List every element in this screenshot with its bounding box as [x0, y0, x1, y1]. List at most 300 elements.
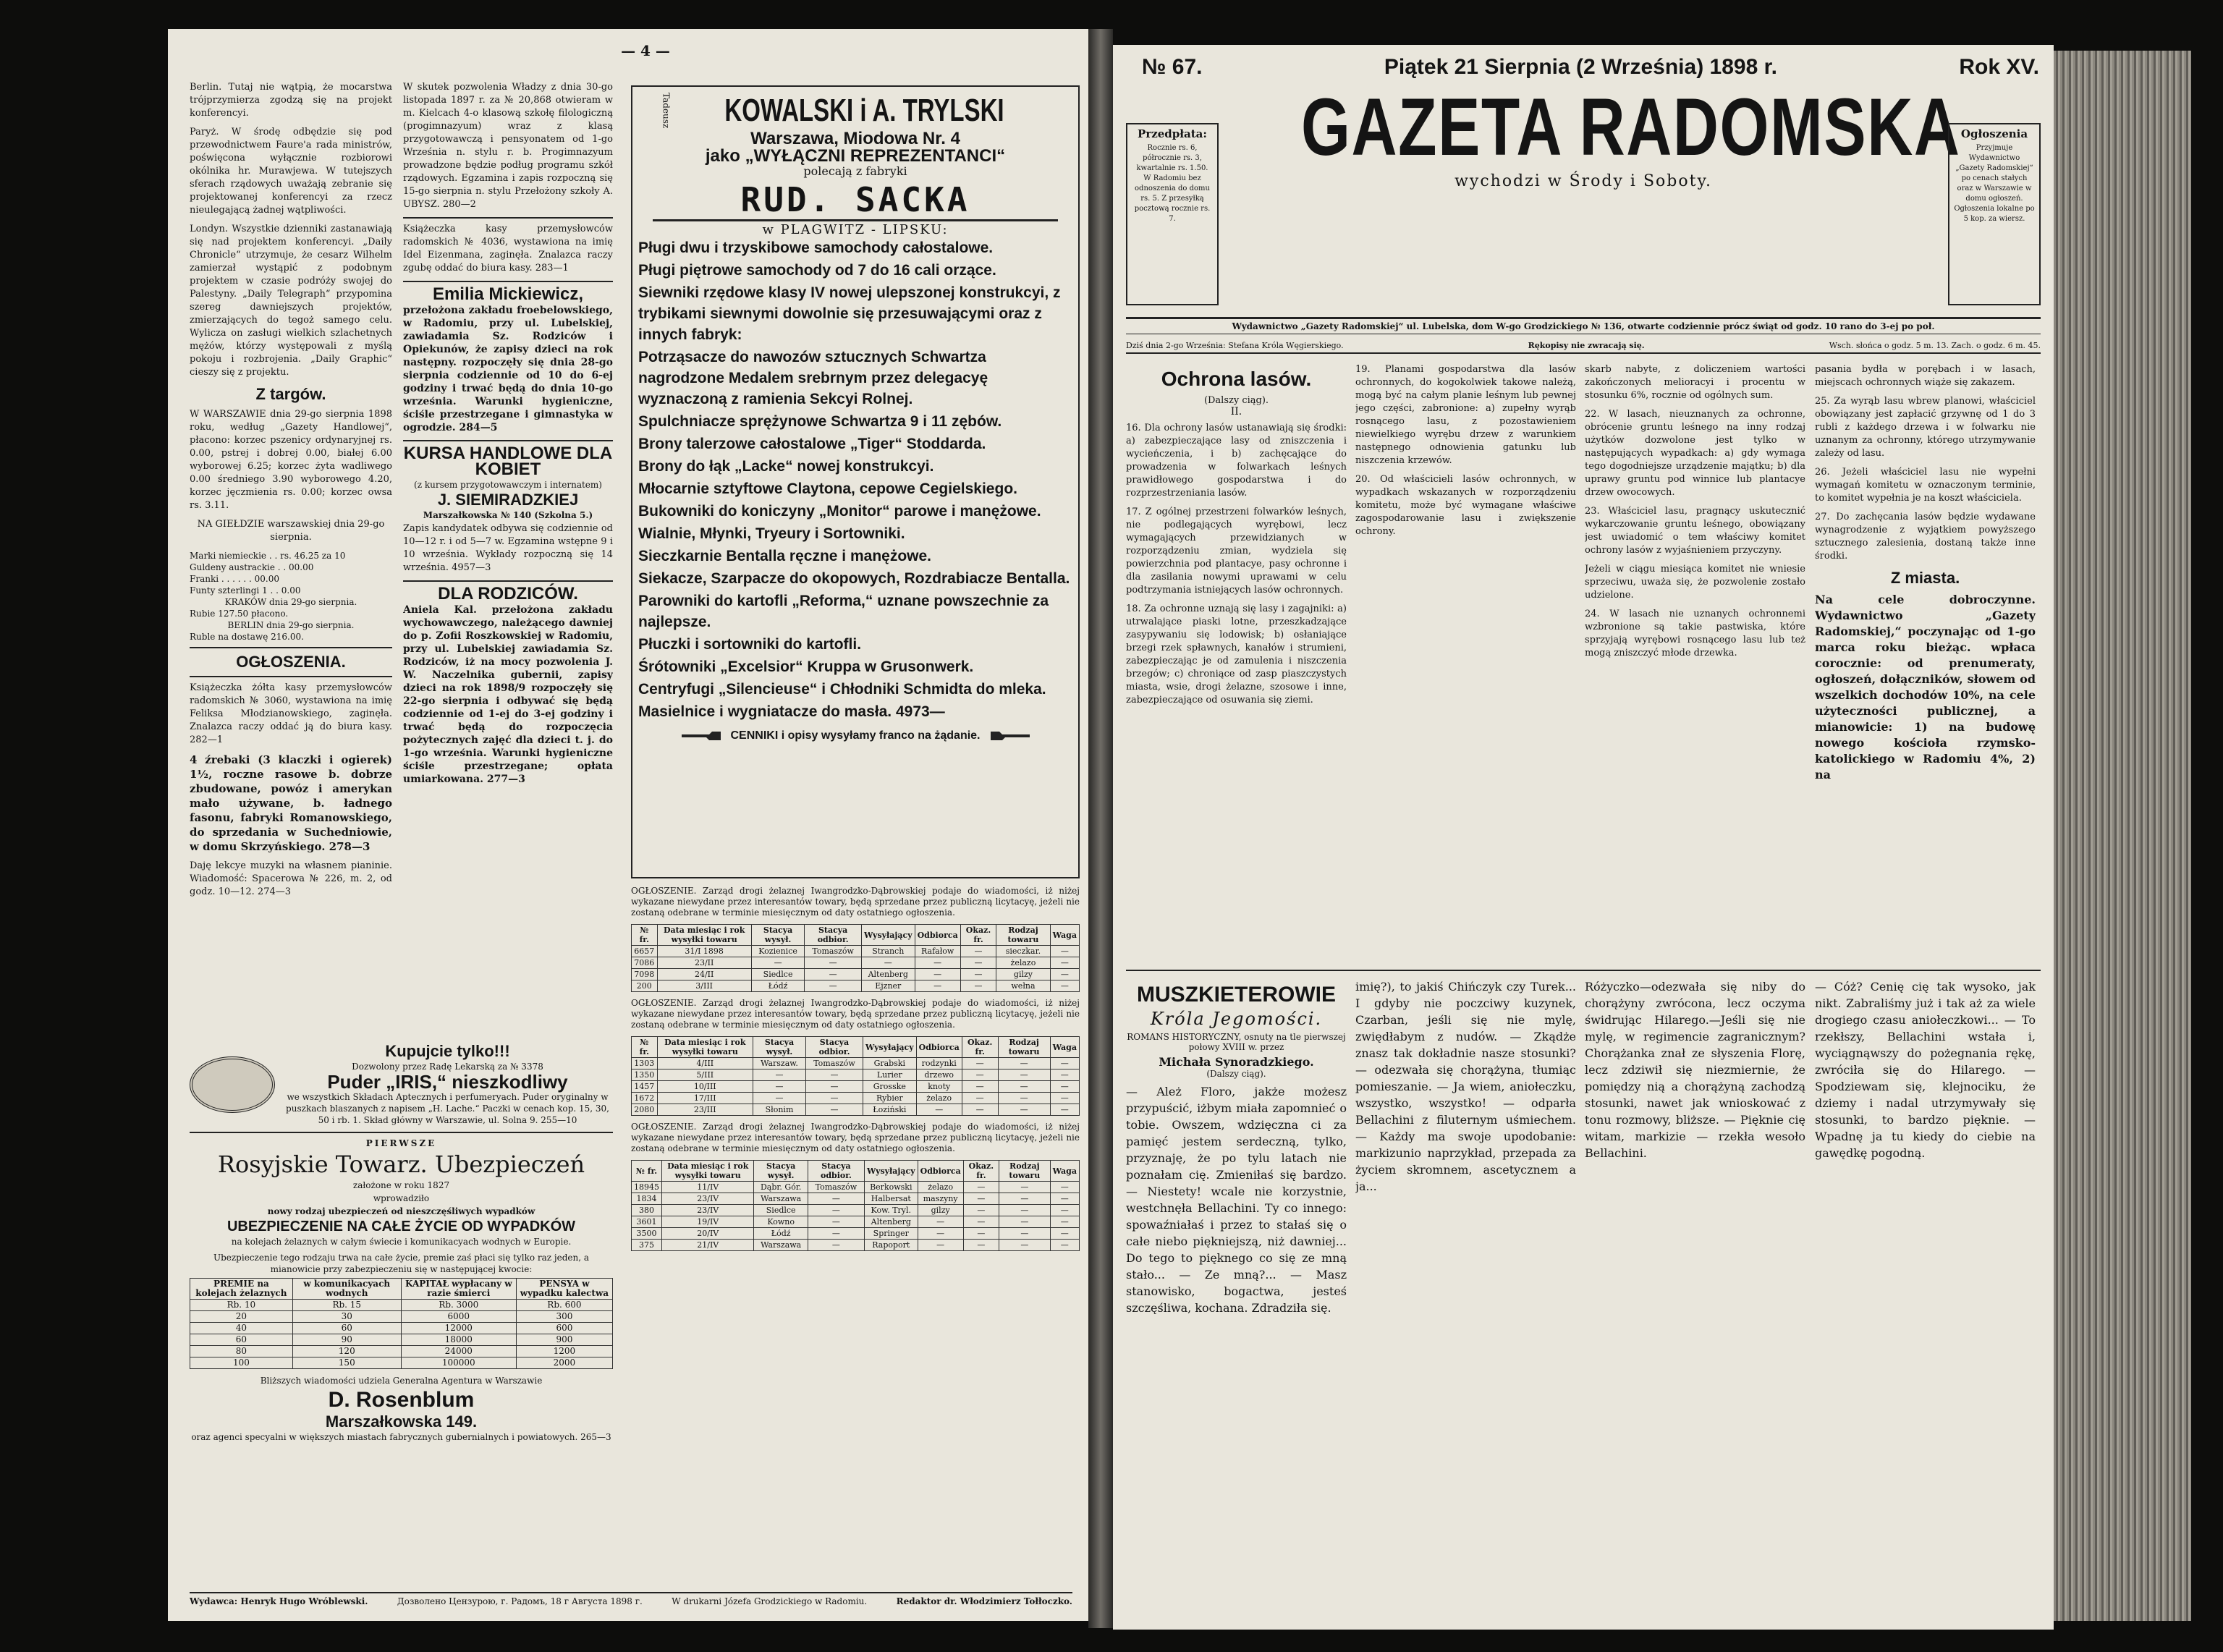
table-row — [190, 1334, 613, 1346]
cell: knoty — [916, 1081, 962, 1093]
cell: Berkowski — [864, 1182, 918, 1193]
table-header: Data miesiąc i rok wysyłki towaru — [657, 925, 751, 946]
cell: — — [1050, 980, 1079, 992]
table-header: Waga — [1050, 1037, 1079, 1058]
iris-permit: Dozwolony przez Radę Lekarską za № 3378 — [352, 1062, 543, 1072]
cell: Warszawa — [754, 1193, 808, 1205]
cell: — — [751, 957, 805, 969]
ad-brand: RUD. SACKA — [653, 180, 1058, 221]
cell: 18945 — [632, 1182, 662, 1193]
serial-col-3 — [1585, 978, 1805, 1615]
left-col-news — [190, 81, 392, 971]
table-row — [632, 969, 1080, 980]
cell: — — [805, 1081, 863, 1093]
article-paragraph: 19. Planami gospodarstwa dla lasów ochronnych, do kogokolwiek takowe należą, mogą być na całym planie leśnym lub pewnej jego części, zabronione: a) zupełny wyrąb rosnącego lasu, z pozostawieniem niewielkiego wyrębu drzew z warunkiem następnego odnowienia gatunku lub niszczenia krzewów. — [1355, 364, 1576, 466]
insurance-pre: PIERWSZE — [365, 1138, 437, 1148]
cell: 3/III — [657, 980, 751, 992]
cell: — — [963, 1240, 999, 1251]
rail-notice-3: OGŁOSZENIE. Zarząd drogi żelaznej Iwangrodzko-Dąbrowskiej podaje do wiadomości, iż niżej wykazane niewydane przez interesantów towary, będą sprzedane przez publiczną licytacyę, jeżeli nie zostaną odebrane w terminie miesięcznym od daty ostatniego ogłoszenia. — [631, 1122, 1080, 1153]
cell: — — [808, 1193, 864, 1205]
cell: Łódź — [751, 980, 805, 992]
table-header: Okaz. fr. — [960, 925, 996, 946]
table-header: Stacya odbior. — [805, 925, 862, 946]
article-col-2 — [1355, 363, 1576, 964]
cell: — — [915, 969, 960, 980]
cell: — — [1050, 1081, 1079, 1093]
cell: rodzynki — [916, 1058, 962, 1069]
cell: Tomaszów — [808, 1182, 864, 1193]
cell: Łoziński — [863, 1104, 917, 1116]
cell: Altenberg — [861, 969, 915, 980]
table-row — [632, 1228, 1080, 1240]
cell: 600 — [516, 1323, 612, 1334]
article-paragraph: 16. Dla ochrony lasów ustanawiają się środki: a) zabezpieczające lasy od zniszczenia i wycieńczenia, i b) zachęcające do prowadzenia w folwarkach leśnych prawidłowego gospodarstwa i do rozprzestrzeniania lasów. — [1126, 423, 1347, 499]
cell: Dąbr. Gór. — [754, 1182, 808, 1193]
cell: — — [753, 1081, 806, 1093]
news-berlin: Berlin. Tutaj nie wątpią, że mocarstwa trójprzymierza zgodzą się na projekt konferencyi. — [190, 82, 392, 119]
ad-address: Warszawa, Miodowa Nr. 4 — [750, 129, 960, 149]
table-header: Odbiorca — [916, 1037, 962, 1058]
exchange-line: Guldeny austrackie . . 00.00 — [190, 562, 314, 572]
market-text: W WARSZAWIE dnia 29-go sierpnia 1898 roku, według „Gazety Handlowej“, płacono: korzec pszenicy ordynaryjnej rs. 0.00, pstrej i dobrej 0.00, białej 6.00 wyborowej 6.25; korzec żyta wadliwego 0.00 średniego 3.90 wyborowego 4.20, korzec jęczmienia rs. 0.00; korzec owsa rs. 3.11. — [190, 409, 392, 511]
article-col-3 — [1585, 363, 1805, 964]
city-news-title: Z miasta. — [1890, 569, 1960, 587]
cell: — — [918, 1228, 963, 1240]
mickiewicz-text: przełożona zakładu froebelowskiego, w Radomiu, przy ul. Lubelskiej, zawiadamia Sz. Rodziców i Opiekunów, że zapisy dzieci na rok następny. rozpoczęły się dnia 28-go sierpnia codziennie od 10 do 6-ej godziny i trwać będą do dnia 10-go września. Warunki hygieniczne, ściśle przestrzegane i gimnastyka w ogrodzie. 284—5 — [403, 305, 613, 433]
cell: — — [805, 1069, 863, 1081]
newspaper-title: GAZETA RADOMSKA — [1301, 82, 1961, 172]
cell: Rb. 15 — [292, 1300, 401, 1311]
table-header: PREMIE na kolejach żelaznych — [190, 1279, 293, 1300]
table-row — [190, 1346, 613, 1357]
cell: 24/II — [657, 969, 751, 980]
subscription-box — [1126, 123, 1219, 305]
left-col-machinery — [631, 81, 1080, 1601]
table-header: Wysyłający — [864, 1161, 918, 1182]
cell: — — [1050, 946, 1079, 957]
right-page — [1113, 45, 2054, 1630]
ad-role: jako „WYŁĄCZNI REPREZENTANCI“ — [705, 146, 1006, 166]
news-london: Londyn. Wszystkie dzienniki zastanawiają się nad projektem konferencyi. „Daily Chronicle“ utrzymuje, że cesarz Wilhelm zamierzał wystąpić z podobnym projektem w czasie podróży swojej do Palestyny. „Daily Telegraph“ przypomina szereg dawniejszych projektów, zmierzających do tegoż samego celu. Wylicza on zasługi wielkich szlachetnych mężów, którzy występowali z myślą pokoju i rozbrojenia. „Daily Graphic“ cieszy się z projektu. — [190, 224, 392, 378]
cell: 2000 — [516, 1357, 612, 1369]
rail-table-2 — [631, 1036, 1080, 1116]
ads-heading: OGŁOSZENIA. — [236, 653, 346, 671]
iris-product: Puder „IRIS,“ nieszkodliwy — [327, 1071, 568, 1093]
insurance-headline: UBEZPIECZENIE NA CAŁE ŻYCIE OD WYPADKÓW — [226, 1219, 576, 1234]
machinery-ad — [631, 85, 1080, 878]
masthead — [1221, 82, 1961, 190]
cell: 90 — [292, 1334, 401, 1346]
table-header: Data miesiąc i rok wysyłki towaru — [662, 1161, 754, 1182]
ad-recommend: polecają z fabryki — [803, 164, 907, 179]
ad-music: Daję lekcye muzyki na własnem pianinie. Wiadomość: Spacerowa № 226, m. 2, od godz. 10—12. 274—3 — [190, 860, 392, 897]
table-row — [632, 1182, 1080, 1193]
advertising-box — [1948, 123, 2041, 305]
table-row — [632, 957, 1080, 969]
serial-subtitle: Króla Jegomości. — [1150, 1009, 1323, 1029]
exchange-line: Ruble na dostawę 216.00. — [190, 632, 304, 642]
table-header: Waga — [1050, 925, 1079, 946]
cell: — — [918, 1240, 963, 1251]
table-header: № fr. — [632, 1037, 658, 1058]
article-paragraph: 27. Do zachęcania lasów będzie wydawane wynagrodzenie z wyjątkiem powyższego sztucznego zalesienia, dostaną także inne środki. — [1815, 512, 2036, 562]
kursa-text: Zapis kandydatek odbywa się codziennie od 10—12 r. i od 5—7 w. Egzamina wstępne 9 i 10 września. Wykłady rozpoczną się 14 września. 4957—3 — [403, 523, 613, 573]
article-paragraph: 18. Za ochronne uznają się lasy i zagajniki: a) utrwalające piaski lotne, przeszkadzające zasypywaniu się lodowisk; b) osłaniające brzegi rzek spławnych, kanałów i strumieni, zabezpieczając je od zamulenia i niszczenia brzegów; c) chroniące od zasp piaszczystych miasta, wsie, drogi żelazne, szosowe i inne, zabezpieczające od osuwania się ziemi. — [1126, 603, 1347, 706]
powder-tin-icon — [190, 1056, 275, 1113]
publisher-line: Wydawnictwo „Gazety Radomskiej“ ul. Lubelska, dom W-go Grodzickiego № 136, otwarte codziennie prócz świąt od godz. 10 rano do 3-ej po poł. — [1232, 321, 1935, 331]
article-col-1 — [1126, 363, 1347, 964]
table-header: № fr. — [632, 1161, 662, 1182]
table-row — [632, 1240, 1080, 1251]
table-header: Odbiorca — [915, 925, 960, 946]
table-row — [632, 1093, 1080, 1104]
rail-notice-2: OGŁOSZENIE. Zarząd drogi żelaznej Iwangrodzko-Dąbrowskiej podaje do wiadomości, iż niżej wykazane niewydane przez interesantów towary, będą sprzedane przez publiczną licytacyę, jeżeli nie zostaną odebrane w terminie miesięcznym od daty ostatniego ogłoszenia. — [631, 998, 1080, 1030]
iris-ad — [190, 1042, 613, 1127]
cell: Grosske — [863, 1081, 917, 1093]
cell: Kowno — [754, 1216, 808, 1228]
cell: 19/IV — [662, 1216, 754, 1228]
product-item: Pługi dwu i trzyskibowe samochody całostalowe. — [638, 240, 994, 257]
insurance-agent: D. Rosenblum — [328, 1388, 475, 1412]
ad-city: w PLAGWITZ - LIPSKU: — [762, 222, 949, 238]
cell: 100 — [190, 1357, 293, 1369]
table-row — [632, 1205, 1080, 1216]
cell: Kozienice — [751, 946, 805, 957]
rail-notice-1: OGŁOSZENIE. Zarząd drogi żelaznej Iwangrodzko-Dąbrowskiej podaje do wiadomości, iż niżej wykazane niewydane przez interesantów towary, będą sprzedane przez publiczną licytacyę, jeżeli nie zostaną odebrane w terminie miesięcznym od daty ostatniego ogłoszenia. — [631, 886, 1080, 918]
table-header: Waga — [1050, 1161, 1079, 1182]
left-col-notices — [403, 81, 613, 971]
manuscripts-note: Rękopisy nie zwracają się. — [1528, 341, 1645, 350]
cell: — — [1050, 1193, 1079, 1205]
cell: 3601 — [632, 1216, 662, 1228]
cell: 900 — [516, 1334, 612, 1346]
ad-title: KOWALSKI i A. TRYLSKI — [724, 92, 1004, 128]
divider — [403, 281, 613, 282]
cell: — — [808, 1240, 864, 1251]
table-row — [632, 1193, 1080, 1205]
cell: Słonim — [753, 1104, 806, 1116]
cell: — — [963, 1228, 999, 1240]
product-item: Potrząsacze do nawozów sztucznych Schwartza nagrodzone Medalem srebrnym przez delegacyę wyznaczoną z ramienia Sekcyi Rolnej. — [638, 349, 988, 408]
info-bar — [1126, 339, 2041, 354]
table-header: № fr. — [632, 925, 658, 946]
article-paragraph: 25. Za wyrąb lasu wbrew planowi, właściciel obowiązany jest zapłacić grzywnę od 1 do 3 rubli z każdego drzewa i w folwarku nie uznanym za ochronny, którego utrzymywanie zależy od lasu. — [1815, 396, 2036, 459]
cell: 4/III — [657, 1058, 753, 1069]
divider — [403, 440, 613, 441]
footer-editor: Redaktor dr. Włodzimierz Tołłoczko. — [896, 1596, 1072, 1606]
product-item: Masielnice i wygniatacze do masła. 4973— — [638, 703, 945, 721]
exchange-line: Franki . . . . . . 00.00 — [190, 574, 279, 584]
table-row — [632, 1104, 1080, 1116]
footer-censor: Дозволено Цензурою, г. Радомъ, 18 г Августа 1898 г. — [397, 1596, 643, 1606]
cell: — — [999, 1205, 1051, 1216]
cell: — — [962, 1104, 998, 1116]
cell: 3500 — [632, 1228, 662, 1240]
cell: Warszaw. — [753, 1058, 806, 1069]
insurance-info: Bliższych wiadomości udziela Generalna Agentura w Warszawie — [260, 1376, 543, 1386]
cell: 30 — [292, 1311, 401, 1323]
mickiewicz-title: Emilia Mickiewicz, — [432, 284, 584, 304]
rail-table-1 — [631, 924, 1080, 992]
insurance-text2: na kolejach żelaznych w całym świecie i komunikacyach wodnych w Europie. — [231, 1237, 572, 1247]
product-item: Pługi piętrowe samochody od 7 do 16 cali orzące. — [638, 262, 996, 279]
left-col-insurance — [190, 1042, 613, 1606]
table-header: Stacya wysył. — [754, 1161, 808, 1182]
article-paragraph: 23. Właściciel lasu, pragnący uskutecznić wykarczowanie gruntu leśnego, obowiązany jest uwiadomić o tem właściwy komitet ochrony lasów z wyjaśnieniem przyczyny. — [1585, 506, 1805, 556]
article-paragraph: 26. Jeżeli właściciel lasu nie wypełni wymagań komitetu w oznaczonym terminie, to komitet wypełnia je na koszt właściciela. — [1815, 467, 2036, 504]
cell: Rb. 600 — [516, 1300, 612, 1311]
cell: — — [998, 1069, 1050, 1081]
cell: — — [998, 1081, 1050, 1093]
cell: maszyny — [918, 1193, 963, 1205]
cell: 2080 — [632, 1104, 658, 1116]
news-paris: Paryż. W środę odbędzie się pod przewodnictwem Faure'a rada ministrów, poświęcona wyłącznie rozbiorowi okólnika hr. Murawjewa. W tutejszych sferach rządowych uważają zebranie się projektowanej konferencyi za rzecz nieulegającą żadnej wątpliwości. — [190, 127, 392, 216]
divider — [403, 217, 613, 219]
iris-title: Kupujcie tylko!!! — [385, 1042, 510, 1060]
issue-date: Piątek 21 Sierpnia (2 Września) 1898 r. — [1384, 55, 1777, 79]
insurance-agents: oraz agenci specyalni w większych miastach fabrycznych gubernialnych i powiatowych. 265—3 — [191, 1432, 611, 1442]
cell: Rybier — [863, 1093, 917, 1104]
cell: — — [998, 1093, 1050, 1104]
cell: — — [960, 980, 996, 992]
exchange-line: BERLIN dnia 29-go sierpnia. — [227, 620, 355, 630]
product-item: Brony talerzowe całostalowe „Tiger“ Stoddarda. — [638, 436, 986, 453]
cell: Altenberg — [864, 1216, 918, 1228]
ad-footer: CENNIKI i opisy wysyłamy franco na żądanie. — [730, 729, 981, 742]
cell: 300 — [516, 1311, 612, 1323]
cell: 31/I 1898 — [657, 946, 751, 957]
cell: — — [805, 1104, 863, 1116]
cell: 21/IV — [662, 1240, 754, 1251]
cell: Stranch — [861, 946, 915, 957]
cell: gilzy — [996, 969, 1050, 980]
insurance-founded: założone w roku 1827 — [352, 1180, 450, 1190]
cell: 200 — [632, 980, 658, 992]
cell: Łódź — [754, 1228, 808, 1240]
product-item: Sieczkarnie Bentalla ręczne i manężowe. — [638, 548, 932, 565]
kursa-name: J. SIEMIRADZKIEJ — [437, 491, 579, 509]
article-paragraph: 20. Od właścicieli lasów ochronnych, w wypadkach wskazanych w rozporządzeniu komitetu, może być wymagane właściwe zagospodarowanie lasu i zwiększenie ochrony. — [1355, 474, 1576, 537]
cell: Ejzner — [861, 980, 915, 992]
exchange-line: Marki niemieckie . . rs. 46.25 za 10 — [190, 551, 346, 561]
cell: Springer — [864, 1228, 918, 1240]
table-header: Stacya odbior. — [808, 1161, 864, 1182]
cell: — — [999, 1193, 1051, 1205]
cell: — — [963, 1216, 999, 1228]
cell: 24000 — [401, 1346, 516, 1357]
article-paragraph: 24. W lasach nie uznanych ochronnemi wzbronione są takie pastwiska, które sprzyjają wyrębowi rosnącego lasu lub też mogą zniszczyć młode drzewka. — [1585, 609, 1805, 658]
nameday: Dziś dnia 2-go Września: Stefana Króla Węgierskiego. — [1126, 341, 1344, 350]
product-item: Parowniki do kartofli „Reforma,“ uznane powszechnie za najlepsze. — [638, 593, 1049, 631]
cell: 20 — [190, 1311, 293, 1323]
kursa-address: Marszałkowska № 140 (Szkolna 5.) — [423, 510, 593, 520]
exchange-heading: NA GIEŁDZIE warszawskiej dnia 29-go sierpnia. — [197, 519, 385, 543]
advertising-title: Ogłoszenia — [1960, 127, 2028, 140]
cell: — — [999, 1182, 1051, 1193]
table-row — [632, 1069, 1080, 1081]
product-item: Młocarnie sztyftowe Claytona, cepowe Cegielskiego. — [638, 480, 1017, 498]
ad-foals: 4 źrebaki (3 klaczki i ogierek) 1½, roczne rasowe b. dobrze zbudowane, powóz i amerykan mało używane, b. ładnego fasonu, fabryki Romanowskiego, do sprzedania w Suchedniowie, w domu Skrzyńskiego. 278—3 — [190, 753, 392, 853]
cell: — — [1050, 1093, 1079, 1104]
exchange-line: Rubie 127.50 płacono. — [190, 609, 289, 619]
pointing-hand-icon — [680, 729, 724, 743]
cell: — — [805, 980, 862, 992]
cell: żelazo — [916, 1093, 962, 1104]
table-row — [190, 1323, 613, 1334]
cell: — — [1050, 1228, 1079, 1240]
cell: 18000 — [401, 1334, 516, 1346]
article-section: II. — [1230, 406, 1242, 418]
table-row — [632, 946, 1080, 957]
cell: Lurier — [863, 1069, 917, 1081]
cell: — — [805, 1093, 863, 1104]
cell: 23/III — [657, 1104, 753, 1116]
exchange-list — [190, 550, 392, 643]
cell: Rb. 3000 — [401, 1300, 516, 1311]
pointing-hand-icon — [988, 729, 1031, 743]
cell: 120 — [292, 1346, 401, 1357]
cell: 6000 — [401, 1311, 516, 1323]
insurance-address: Marszałkowska 149. — [325, 1412, 478, 1431]
cell: 40 — [190, 1323, 293, 1334]
article-paragraph: Jeżeli w ciągu miesiąca komitet nie wniesie sprzeciwu, uważa się, że pozwolenie zostało udzielone. — [1585, 564, 1805, 601]
book-gutter — [1088, 29, 1113, 1628]
table-header: Wysyłający — [863, 1037, 917, 1058]
subscription-title: Przedpłata: — [1138, 127, 1207, 140]
footer-printer: W drukarni Józefa Grodzickiego w Radomiu. — [672, 1596, 868, 1606]
cell: — — [916, 1104, 962, 1116]
serial-text: — Cóż? Cenię cię tak wysoko, jak nikt. Zabraliśmy już i tak aż za wiele drogiego czasu aniołeczkowi... — To rzekłszy, Bellachini wstała i, wyciągnąwszy do pożegnania rękę, zwróciła się do Hilarego. — Spodziewam się, klejnociku, że dziemy i nadal utrzymywały się stosunki, to bardzo pięknie. — Wpadnę ja tu kiedy do ciebie na gawędkę pogodną. — [1815, 980, 2036, 1160]
cell: — — [999, 1240, 1051, 1251]
cell: 7098 — [632, 969, 658, 980]
cell: — — [963, 1182, 999, 1193]
city-news-text: Na cele dobroczynne. Wydawnictwo „Gazety Radomskiej,“ poczynając od 1-go marca roku bieżąc. wpłaca corocznie: od prenumeraty, ogłoszeń, dołączników, słowem od wszelkich dochodów 10%, na cele użyteczności publicznej, a mianowicie: 1) na budowę nowego kościoła rzymsko-katolickiego w Radomiu 4%, 2) na — [1815, 593, 2036, 781]
cell: — — [753, 1069, 806, 1081]
serial-divider — [1126, 970, 2041, 971]
issue-number: № 67. — [1142, 55, 1203, 79]
notice-kielce-school: W skutek pozwolenia Władzy z dnia 30-go listopada 1897 r. za № 20,868 otwieram w m. Kielcach 4-o klasową szkołę filologiczną (progimnazyum) wraz z klasą przygotowawczą i pensyonatem od 1-go Września n. stylu r. b. Progimnazyum prowadzone będzie podług programu szkół rządowych. Egzamina i zapis rozpoczną się 15-go sierpnia n. stylu Przełożony szkoły A. UBYSZ. 280—2 — [403, 82, 613, 210]
serial-col-4 — [1815, 978, 2036, 1615]
product-item: Siewniki rzędowe klasy IV nowej ulepszonej konstrukcyi, z trybikami siewnymi dowolnie się przesuwającymi oraz z innych fabryk: — [638, 284, 1061, 344]
article-col-4 — [1815, 363, 2036, 964]
cell: — — [1050, 1058, 1079, 1069]
cell: — — [915, 980, 960, 992]
issue-header — [1142, 55, 2039, 80]
cell: — — [1050, 1069, 1079, 1081]
serial-col-2 — [1355, 978, 1576, 1615]
article-paragraph: pasania bydła w porębach i w lasach, miejscach ochronnych wiąże się zakazem. — [1815, 364, 2036, 388]
cell: Rapoport — [864, 1240, 918, 1251]
table-header: Stacya wysył. — [751, 925, 805, 946]
article-continued: (Dalszy ciąg). — [1203, 395, 1269, 406]
cell: 1834 — [632, 1193, 662, 1205]
product-item: Siekacze, Szarpacze do okopowych, Rozdrabiacze Bentalla. — [638, 570, 1070, 588]
cell: — — [998, 1058, 1050, 1069]
cell: drzewo — [916, 1069, 962, 1081]
kursa-sub: (z kursem przygotowawczym i internatem) — [414, 480, 602, 490]
serial-title: MUSZKIETEROWIE — [1137, 983, 1336, 1007]
insurance-text3: Ubezpieczenie tego rodzaju trwa na całe życie, premie zaś płaci się tylko raz jeden, a mianowicie przy zabezpieczeniu się w następującej kwocie: — [213, 1253, 590, 1274]
serial-continued: (Dalszy ciąg). — [1206, 1069, 1266, 1079]
cell: 380 — [632, 1205, 662, 1216]
cell: — — [999, 1228, 1051, 1240]
cell: — — [861, 957, 915, 969]
cell: 10/III — [657, 1081, 753, 1093]
cell: Siedlce — [754, 1205, 808, 1216]
divider — [190, 676, 392, 677]
serial-author: Michała Synoradzkiego. — [1159, 1055, 1314, 1069]
cell: — — [1050, 1205, 1079, 1216]
publisher-bar — [1126, 317, 2041, 334]
article-paragraph: 17. Z ogólnej przestrzeni folwarków leśnych, nie podlegających wyrębowi, lecz wymagających przewidzianych w rozporządzeniu zmian, wydziela się powierzchnia pod plantacye, pasy ochronne i dla zasilania nowymi uprawami w celu podtrzymania istniejących lasów ochronnych. — [1126, 507, 1347, 596]
cell: wełna — [996, 980, 1050, 992]
left-page — [168, 29, 1088, 1621]
cell: 1303 — [632, 1058, 658, 1069]
cell: 12000 — [401, 1323, 516, 1334]
rodzicow-text: Aniela Kal. przełożona zakładu wychowawczego, należącego dawniej do p. Zofii Roszkowskiej w Radomiu, przy ul. Lubelskiej zawiadamia Sz. Rodziców, iż na mocy pozwolenia J. W. Naczelnika gubernii, zapisy dzieci na rok 1898/9 rozpoczęły się 22-go sierpnia i odbywać się będą codziennie od 1-ej do 3-ej godziny i trwać będą do rozpoczęcia pożytecznych zajęć dla dzieci t. j. do 1-go września. Warunki hygieniczne ściśle przestrzegane; opłata umiarkowana. 277—3 — [403, 604, 613, 785]
table-row — [632, 980, 1080, 992]
cell: — — [1050, 1182, 1079, 1193]
cell: 23/II — [657, 957, 751, 969]
cell: — — [963, 1193, 999, 1205]
table-header: Okaz. fr. — [963, 1161, 999, 1182]
table-row — [190, 1311, 613, 1323]
cell: żelazo — [996, 957, 1050, 969]
cell: — — [999, 1216, 1051, 1228]
footer-publisher: Wydawca: Henryk Hugo Wróblewski. — [190, 1596, 368, 1606]
cell: — — [960, 946, 996, 957]
table-header: PENSYA w wypadku kalectwa — [516, 1279, 612, 1300]
serial-text: Różyczko—odezwała się niby do chorążyny zwrócona, lecz oczyma świdrując Hilarego.—Jeśli się nie mylę, w regimencie zagranicznym? Chorążanka znał ze słyszenia Florę, lecz zdziwił się niezmiernie, że pomiędzy nią a chorążyną zachodzą stosunki, nawet jak wnioskować z tonu rozmowy, bliższe. — Pięknie cię witam, markizie — rzekła wesoło Bellachini. — [1585, 980, 1805, 1160]
rail-table-3 — [631, 1160, 1080, 1251]
cell: — — [1050, 1104, 1079, 1116]
product-list — [638, 237, 1072, 722]
cell: żelazo — [918, 1182, 963, 1193]
serial-genre: ROMANS HISTORYCZNY, osnuty na tle pierwszej połowy XVIII w. przez — [1127, 1032, 1346, 1052]
insurance-title: Rosyjskie Towarz. Ubezpieczeń — [217, 1151, 585, 1178]
cell: 7086 — [632, 957, 658, 969]
cell: 1200 — [516, 1346, 612, 1357]
cell: — — [962, 1069, 998, 1081]
iris-text: we wszystkich Składach Aptecznych i perfumeryach. Puder oryginalny w puszkach blaszanych z napisem „H. Lache.“ Paczki w cenach kop. 15, 30, 50 i rb. 1. Skład główny w Warszawie, ul. Solna 9. 255—10 — [286, 1092, 609, 1125]
table-header: Stacya odbior. — [805, 1037, 863, 1058]
cell: — — [998, 1104, 1050, 1116]
cell: 5/III — [657, 1069, 753, 1081]
cell: — — [1050, 1216, 1079, 1228]
cell: 23/IV — [662, 1193, 754, 1205]
table-row — [632, 1081, 1080, 1093]
book-edge — [2054, 51, 2191, 1621]
cell: — — [1050, 969, 1079, 980]
advertising-text: Przyjmuje Wydawnictwo „Gazety Radomskiej“ po cenach stałych oraz w Warszawie w domu ogłoszeń. Ogłoszenia lokalne po 5 kop. za wiersz. — [1954, 144, 2035, 223]
cell: — — [962, 1093, 998, 1104]
issue-year: Rok XV. — [1959, 55, 2039, 79]
rodzicow-title: DLA RODZICÓW. — [438, 584, 578, 603]
table-header: Okaz. fr. — [962, 1037, 998, 1058]
cell: — — [753, 1093, 806, 1104]
cell: 1350 — [632, 1069, 658, 1081]
ad-prefix: Tadeusz — [661, 93, 672, 129]
cell: — — [805, 957, 862, 969]
cell: 375 — [632, 1240, 662, 1251]
cell: gilzy — [918, 1205, 963, 1216]
divider — [190, 1132, 613, 1133]
insurance-ad — [190, 1138, 613, 1443]
page-footer — [190, 1592, 1072, 1606]
cell: — — [808, 1216, 864, 1228]
cell: 60 — [190, 1334, 293, 1346]
sun-times: Wsch. słońca o godz. 5 m. 13. Zach. o godz. 6 m. 45. — [1829, 341, 2041, 350]
